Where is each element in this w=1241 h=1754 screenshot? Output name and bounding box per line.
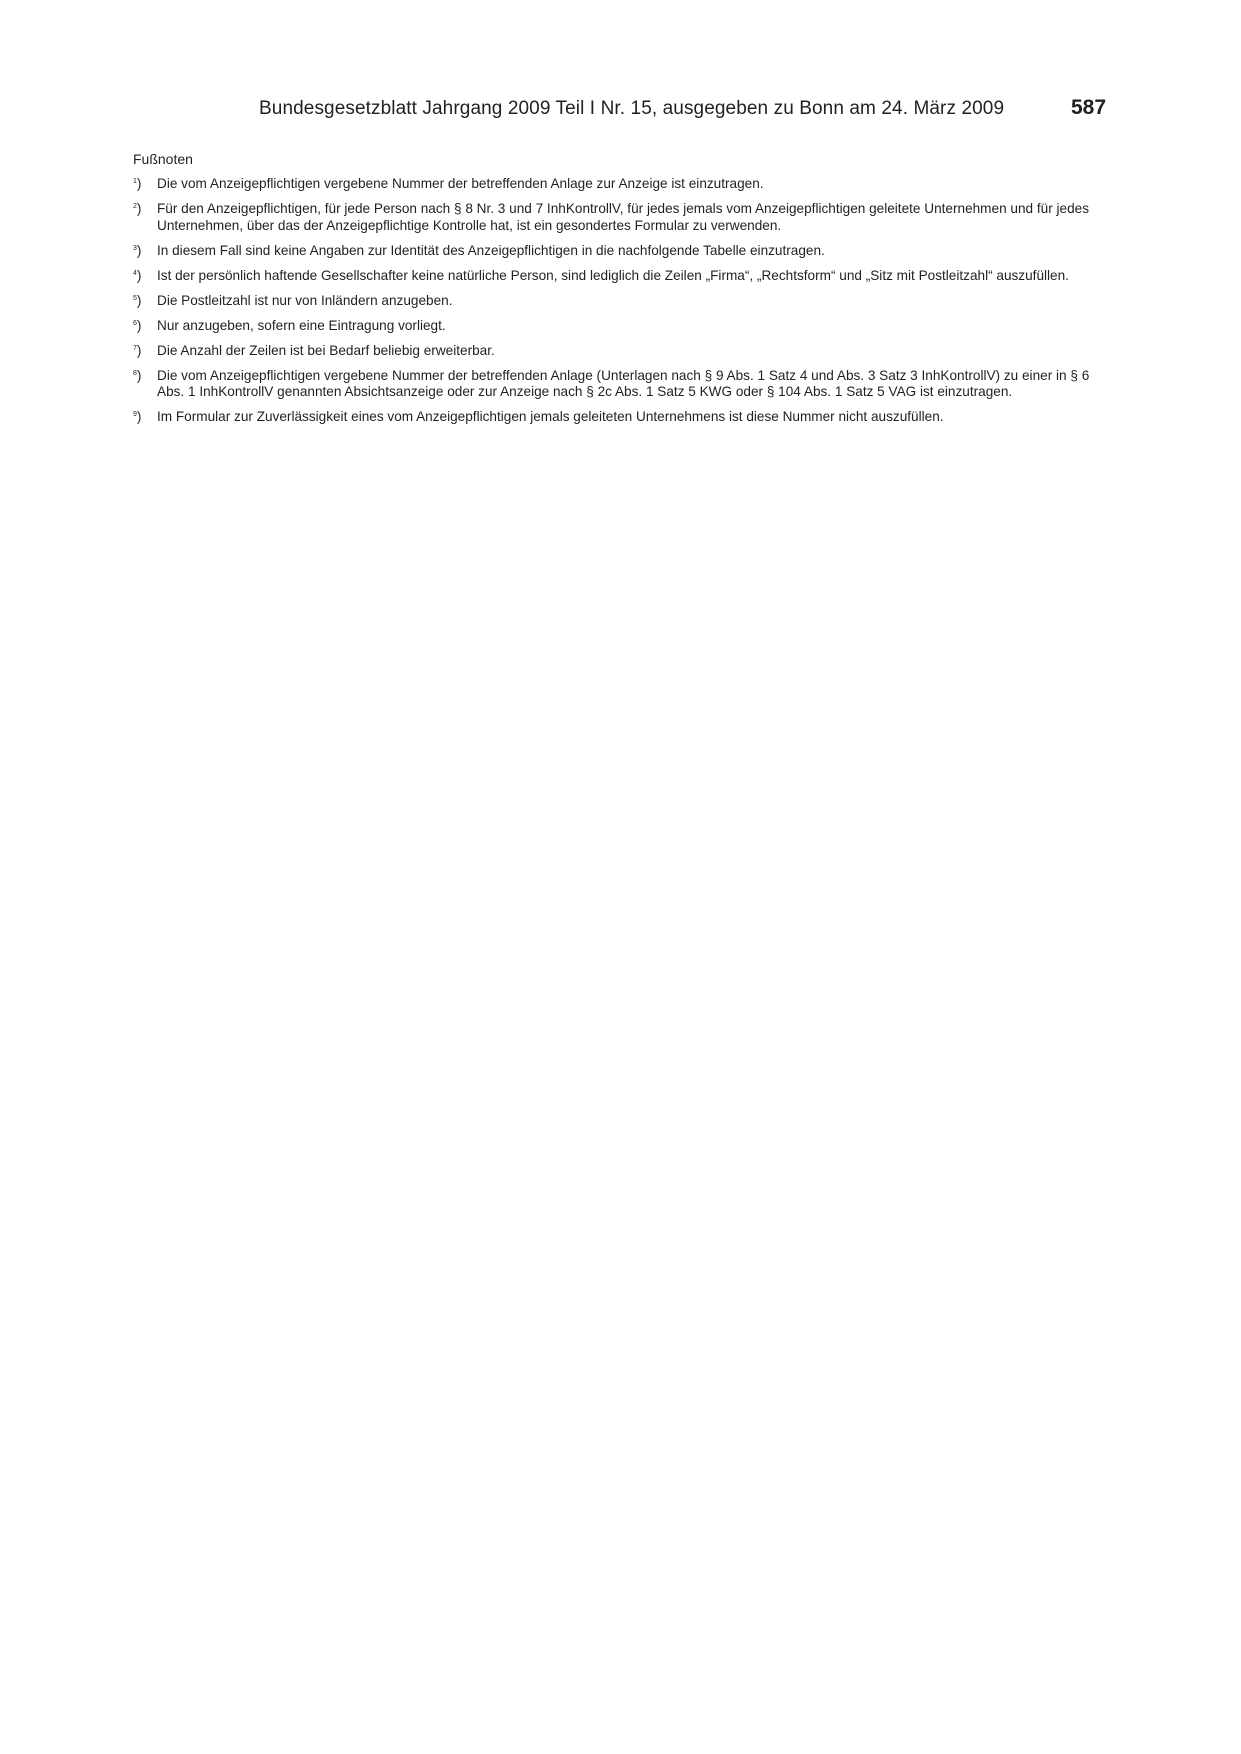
page-header (0, 98, 1241, 128)
footnote-item (133, 368, 1093, 401)
footnote-number: 4 (133, 269, 137, 277)
footnote-text: Ist der persönlich haftende Gesellschafter keine natürliche Person, sind lediglich die Zeilen „Firma“, „Rechtsform“ und „Sitz mit Postleitzahl“ auszufüllen. (157, 267, 1069, 283)
footnote-item (133, 343, 1093, 360)
footnote-number: 5 (133, 294, 137, 302)
footnote-item (133, 409, 1093, 426)
footnote-marker: $^4$) (133, 267, 142, 283)
footnotes-section (133, 151, 1093, 434)
footnote-text: Im Formular zur Zuverlässigkeit eines vom Anzeigepflichtigen jemals geleiteten Unternehmens ist diese Nummer nicht auszufüllen. (157, 409, 944, 424)
footnote-marker: $^5$) (133, 292, 142, 308)
page-number: 587 (1071, 96, 1107, 119)
footnote-marker: $^8$) (133, 367, 142, 383)
footnote-item (133, 201, 1093, 234)
footnote-number: 9 (133, 411, 137, 418)
footnotes-heading: Fußnoten (133, 151, 193, 167)
footnote-text: Nur anzugeben, sofern eine Eintragung vorliegt. (157, 317, 446, 333)
footnote-marker: $^1$) (133, 176, 142, 191)
footnote-item (133, 243, 1093, 260)
footnote-marker: $^7$) (133, 342, 142, 358)
footnote-marker: $^9$) (133, 409, 142, 424)
footnote-marker: $^3$) (133, 242, 142, 258)
footnote-text: In diesem Fall sind keine Angaben zur Identität des Anzeigepflichtigen in die nachfolgende Tabelle einzutragen. (157, 242, 825, 258)
footnote-number: 8 (133, 369, 137, 377)
footnote-number: 1 (133, 178, 137, 185)
footnote-marker: $^2$) (133, 201, 142, 216)
footnote-text: Die vom Anzeigepflichtigen vergebene Nummer der betreffenden Anlage zur Anzeige ist einzutragen. (157, 176, 764, 191)
header-title: Bundesgesetzblatt Jahrgang 2009 Teil I Nr. 15, ausgegeben zu Bonn am 24. März 2009 (259, 98, 1005, 119)
footnote-number: 3 (133, 244, 137, 252)
footnote-text: Die vom Anzeigepflichtigen vergebene Nummer der betreffenden Anlage (Unterlagen nach § 9 Abs. 1 Satz 4 und Abs. 3 Satz 3 InhKontrollV) zu einer in § 6 Abs. 1 InhKontrollV genannten Absichtsanzeige oder zur Anzeige nach § 2c Abs. 1 Satz 5 KWG oder § 104 Abs. 1 Satz 5 VAG ist einzutragen. (157, 367, 1090, 399)
footnote-item (133, 293, 1093, 310)
footnote-marker: $^6$) (133, 317, 142, 333)
footnote-number: 6 (133, 319, 137, 327)
footnote-text: Die Postleitzahl ist nur von Inländern anzugeben. (157, 292, 453, 308)
footnote-item (133, 268, 1093, 285)
footnote-text: Die Anzahl der Zeilen ist bei Bedarf beliebig erweiterbar. (157, 342, 495, 358)
footnote-item (133, 318, 1093, 335)
footnote-number: 7 (133, 344, 137, 352)
footnote-text: Für den Anzeigepflichtigen, für jede Person nach § 8 Nr. 3 und 7 InhKontrollV, für jedes jemals vom Anzeigepflichtigen geleitete Unternehmen und für jedes Unternehmen, über das der Anzeigepflichtige Kontrolle hat, ist ein gesondertes Formular zu verwenden. (157, 201, 1089, 233)
footnote-item (133, 176, 1093, 193)
footnote-number: 2 (133, 203, 137, 210)
